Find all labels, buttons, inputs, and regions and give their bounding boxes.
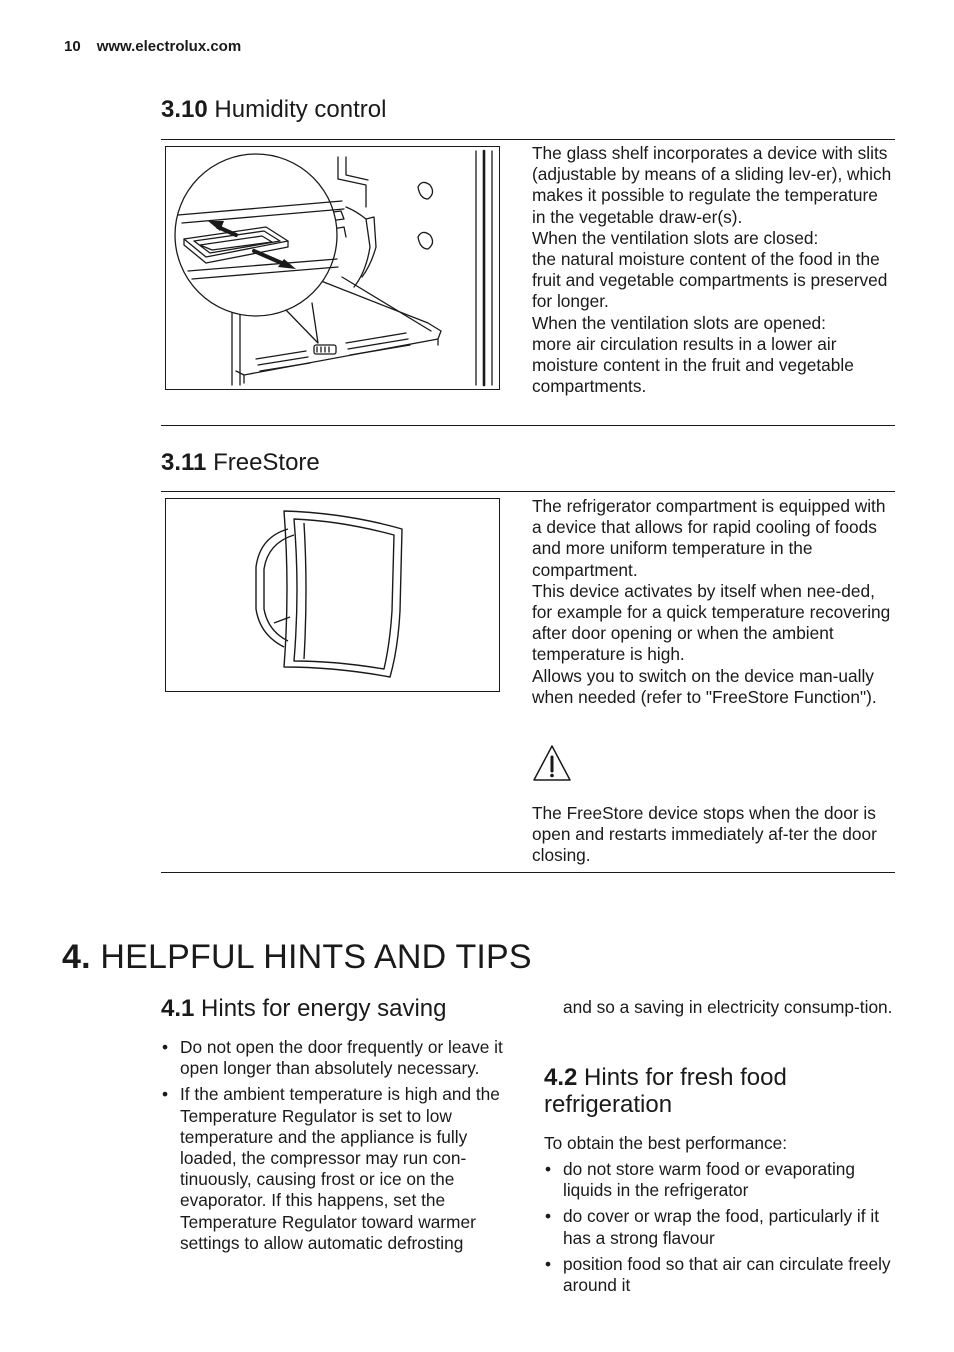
paragraph: The refrigerator compartment is equipped with a device that allows for rapid cooling of foods and more uniform temperature in the compartment. bbox=[532, 496, 886, 580]
humidity-control-illustration bbox=[165, 146, 500, 390]
section-4-1-heading bbox=[161, 995, 447, 1023]
section-title-line2: refrigeration bbox=[544, 1091, 673, 1118]
chapter-number: 4. bbox=[62, 938, 91, 976]
paragraph: When the ventilation slots are opened: bbox=[532, 312, 826, 333]
list-item-continuation: and so a saving in electricity consump-tion. bbox=[563, 997, 893, 1017]
section-number: 3.10 bbox=[161, 96, 208, 123]
paragraph: the natural moisture content of the food in the fruit and vegetable compartments is preserved for longer. bbox=[532, 249, 888, 312]
freestore-fan-drawing bbox=[166, 499, 499, 691]
page-header bbox=[64, 38, 241, 55]
section-3-11-heading bbox=[161, 449, 320, 477]
section-title: Humidity control bbox=[214, 96, 387, 123]
section-number: 3.11 bbox=[161, 449, 207, 476]
freestore-illustration bbox=[165, 498, 500, 692]
list-item: • do not store warm food or evaporating liquids in the refrigerator bbox=[544, 1159, 896, 1201]
paragraph: more air circulation results in a lower air moisture content in the fruit and vegetable compartments. bbox=[532, 333, 854, 397]
energy-saving-continuation bbox=[544, 997, 894, 1018]
section-title: FreeStore bbox=[213, 449, 320, 476]
section-title: Hints for energy saving bbox=[201, 995, 447, 1022]
list-item: • position food so that air can circulate freely around it bbox=[544, 1254, 896, 1296]
energy-saving-list bbox=[161, 1037, 513, 1259]
list-item: • Do not open the door frequently or leave it open longer than absolutely necessary. bbox=[161, 1037, 513, 1079]
freestore-warning-text bbox=[532, 803, 892, 867]
paragraph: The glass shelf incorporates a device with slits (adjustable by means of a sliding lev-er), which makes it possible to regulate the temperature in the vegetable draw-er(s). bbox=[532, 143, 892, 227]
chapter-title: HELPFUL HINTS AND TIPS bbox=[100, 938, 532, 976]
list-item: • If the ambient temperature is high and the Temperature Regulator is set to low temperature and the appliance is fully loaded, the compressor may run con-tinuously, causing frost or ice on the evaporator. If this happens, set the Temperature Regulator toward warmer settings to allow automatic defrosting bbox=[161, 1084, 513, 1254]
humidity-control-description bbox=[532, 143, 892, 397]
warning-icon bbox=[532, 744, 572, 782]
site-url: www.electrolux.com bbox=[96, 38, 242, 55]
shelf-slider-drawing bbox=[166, 147, 499, 389]
paragraph: Allows you to switch on the device man-ually when needed (refer to "FreeStore Function"). bbox=[532, 665, 877, 707]
paragraph: When the ventilation slots are closed: bbox=[532, 227, 819, 248]
page-number: 10 bbox=[64, 38, 81, 55]
freestore-description bbox=[532, 496, 892, 708]
section-4-2-heading bbox=[544, 1064, 787, 1118]
chapter-4-heading bbox=[62, 938, 532, 977]
divider bbox=[161, 491, 895, 492]
section-title-line1: Hints for fresh food bbox=[584, 1064, 787, 1091]
paragraph: This device activates by itself when nee-ded, for example for a quick temperature recovering after door opening or when the ambient temperature is high. bbox=[532, 580, 891, 665]
warning-text: The FreeStore device stops when the door is open and restarts immediately af-ter the door closing. bbox=[532, 803, 877, 866]
fresh-food-intro bbox=[544, 1133, 896, 1154]
list-item: • do cover or wrap the food, particularly if it has a strong flavour bbox=[544, 1206, 896, 1248]
section-number: 4.2 bbox=[544, 1064, 578, 1091]
intro-text: To obtain the best performance: bbox=[544, 1133, 788, 1153]
divider bbox=[161, 425, 895, 426]
fresh-food-list bbox=[544, 1159, 896, 1301]
section-3-10-heading bbox=[161, 96, 386, 124]
divider bbox=[161, 139, 895, 140]
section-number: 4.1 bbox=[161, 995, 195, 1022]
divider bbox=[161, 872, 895, 873]
